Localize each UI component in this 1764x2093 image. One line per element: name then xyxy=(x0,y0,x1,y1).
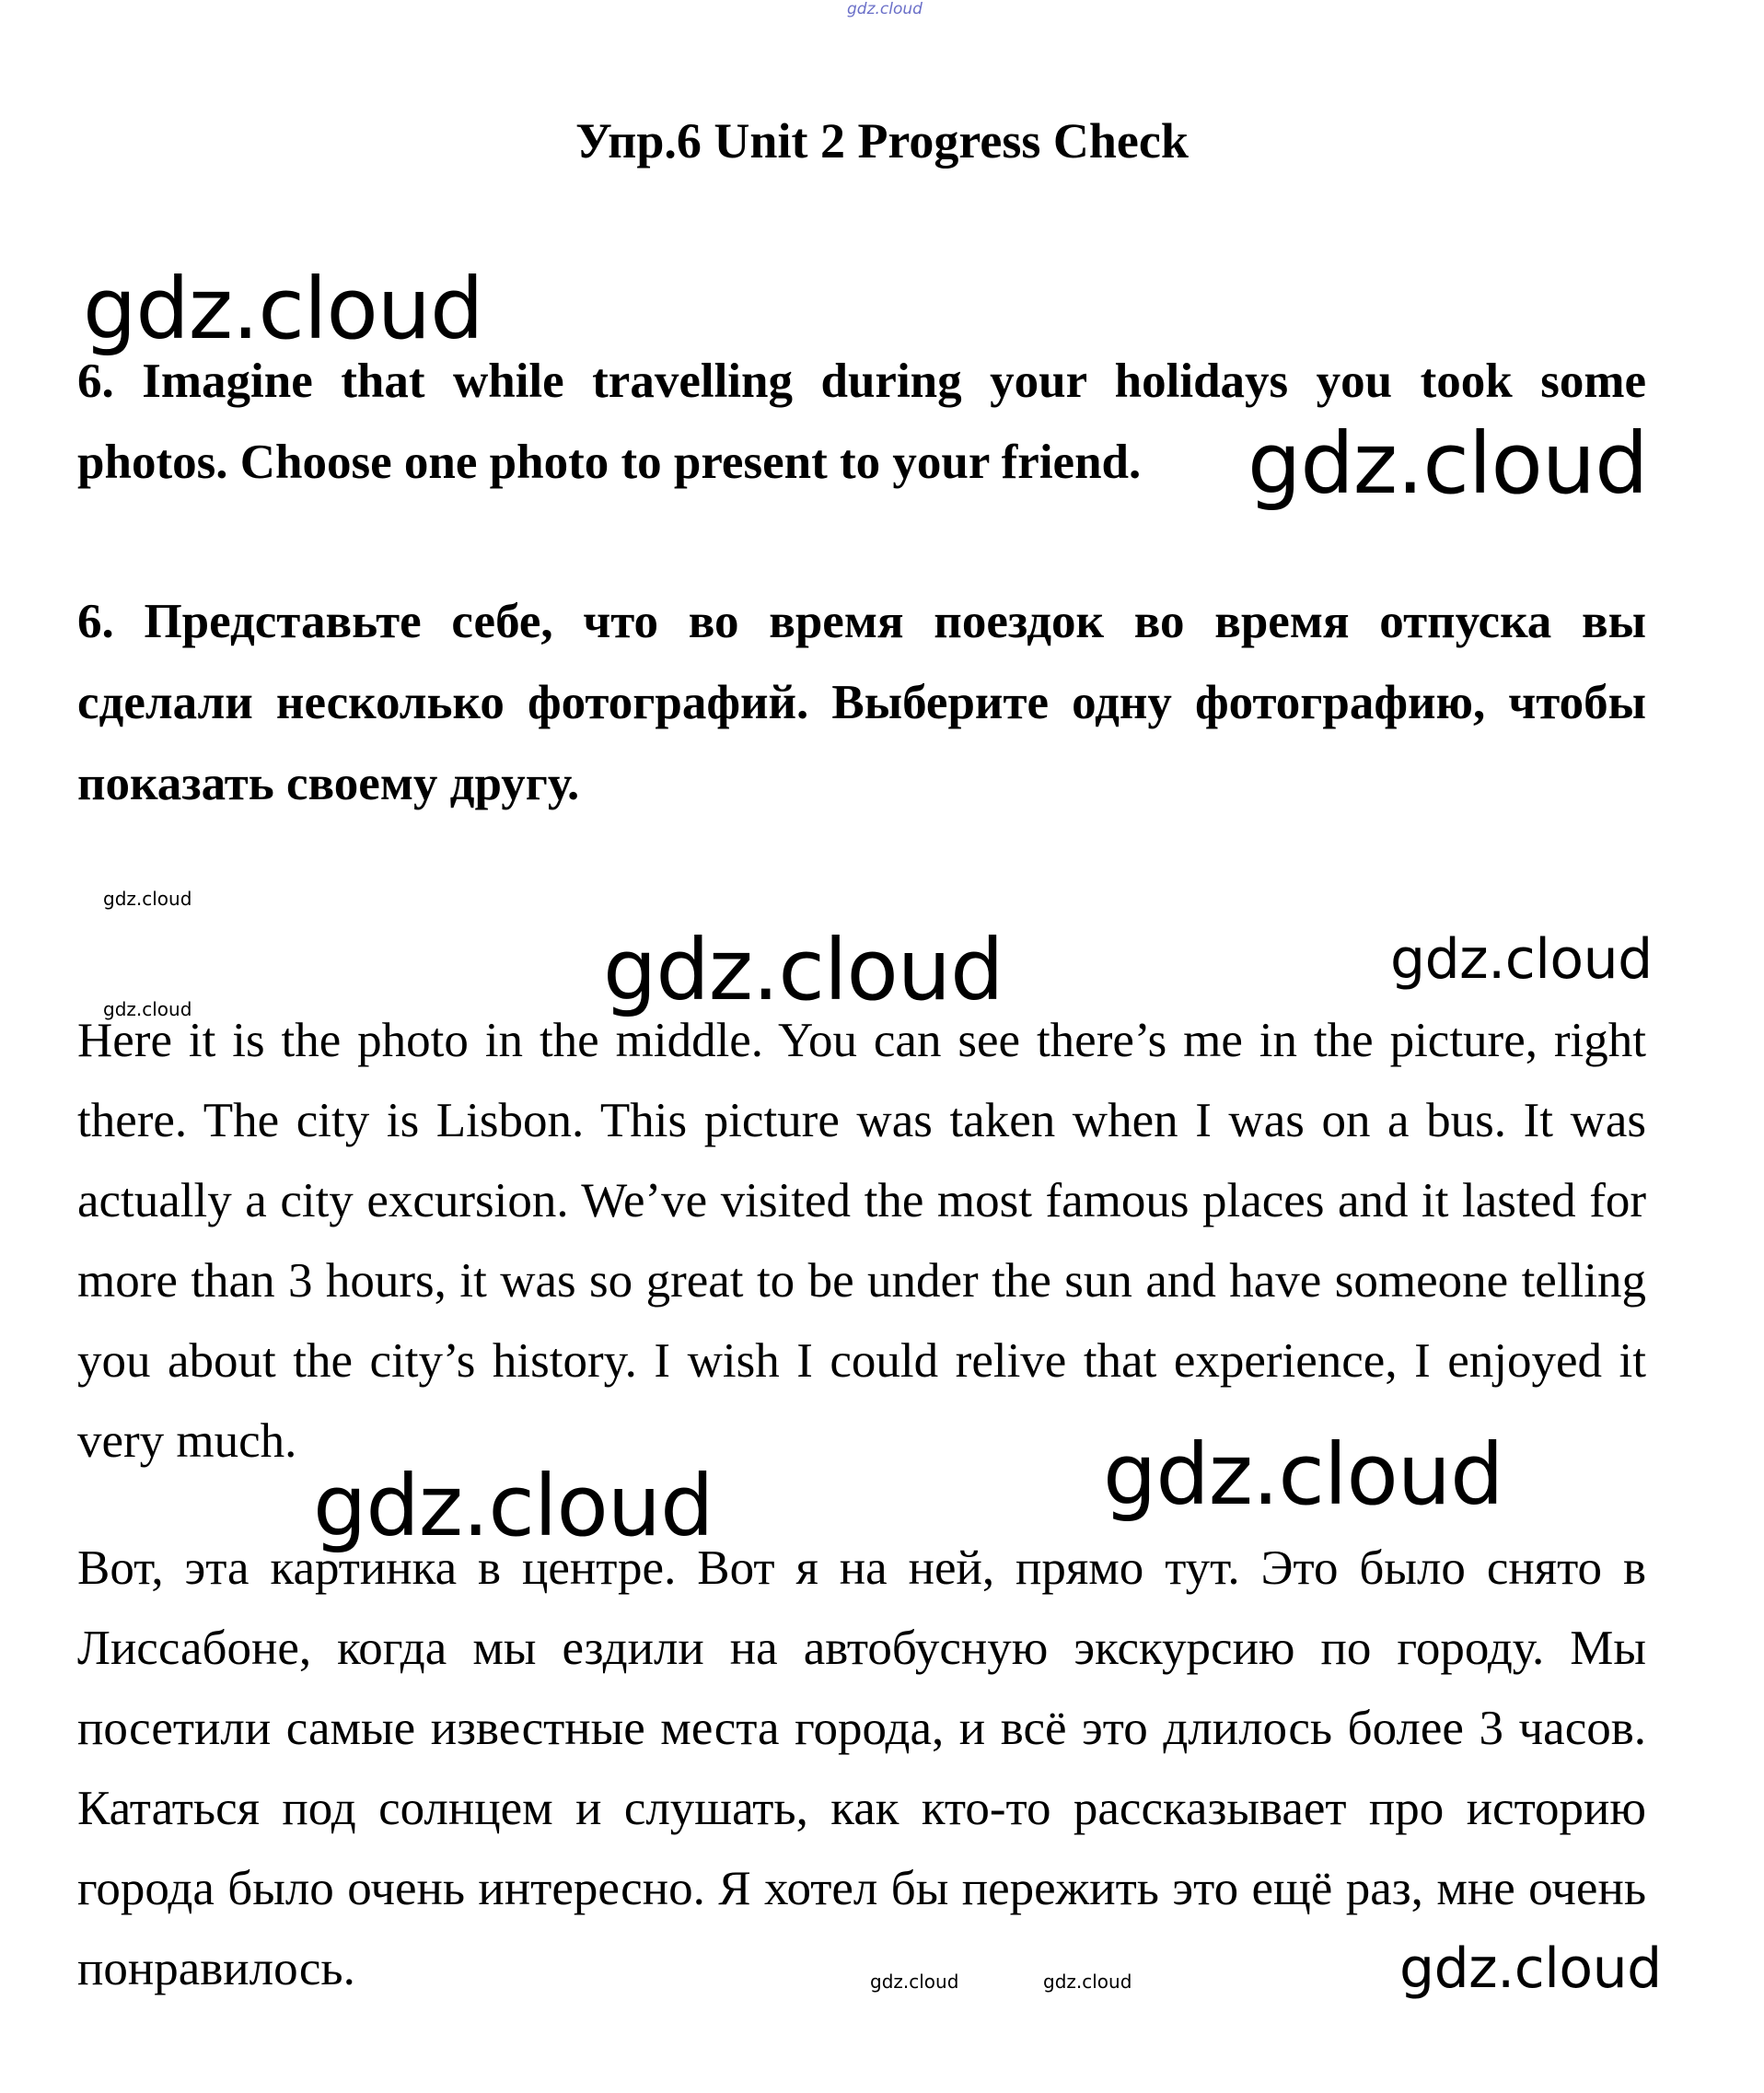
watermark: gdz.cloud xyxy=(870,1971,959,1993)
answer-russian: Вот, эта картинка в центре. Вот я на ней, прямо тут. Это было снято в Лиссабоне, когда мы ездили на автобусную экскурсию по городу. Мы посетили самые известные места города, и всё это длилось более 3 часов. Кататься под солнцем и слушать, как кто-то рассказывает про историю города было очень интересно. Я хотел бы пережить это ещё раз, мне очень понравилось. xyxy=(77,1541,1646,1995)
watermark: gdz.cloud xyxy=(1043,1971,1132,1993)
task-russian: 6. Представьте себе, что во время поездок во время отпуска вы сделали несколько фотографий. Выберите одну фотографию, чтобы показать своему другу. xyxy=(77,595,1646,810)
watermark-top: gdz.cloud xyxy=(847,0,923,18)
watermark: gdz.cloud xyxy=(103,998,192,1020)
answer-english: Here it is the photo in the middle. You can see there’s me in the picture, right there. The city is Lisbon. This picture was taken when I was on a bus. It was actually a city excursion. We’ve visited the most famous places and it lasted for more than 3 hours, it was so great to be under the sun and have someone telling you about the city’s history. I wish I could relive that experience, I enjoyed it very much. xyxy=(77,1014,1646,1468)
watermark: gdz.cloud xyxy=(1248,414,1648,513)
watermark: gdz.cloud xyxy=(103,888,192,910)
watermark: gdz.cloud xyxy=(1399,1936,1662,2001)
watermark: gdz.cloud xyxy=(603,921,1004,1019)
watermark: gdz.cloud xyxy=(83,260,483,358)
page-title: Упр.6 Unit 2 Progress Check xyxy=(575,113,1189,169)
task-english: 6. Imagine that while travelling during your holidays you took some photos. Choose one photo to present to your friend. xyxy=(77,355,1646,489)
watermark: gdz.cloud xyxy=(1390,927,1653,992)
watermark: gdz.cloud xyxy=(313,1457,714,1555)
watermark: gdz.cloud xyxy=(1103,1425,1503,1524)
